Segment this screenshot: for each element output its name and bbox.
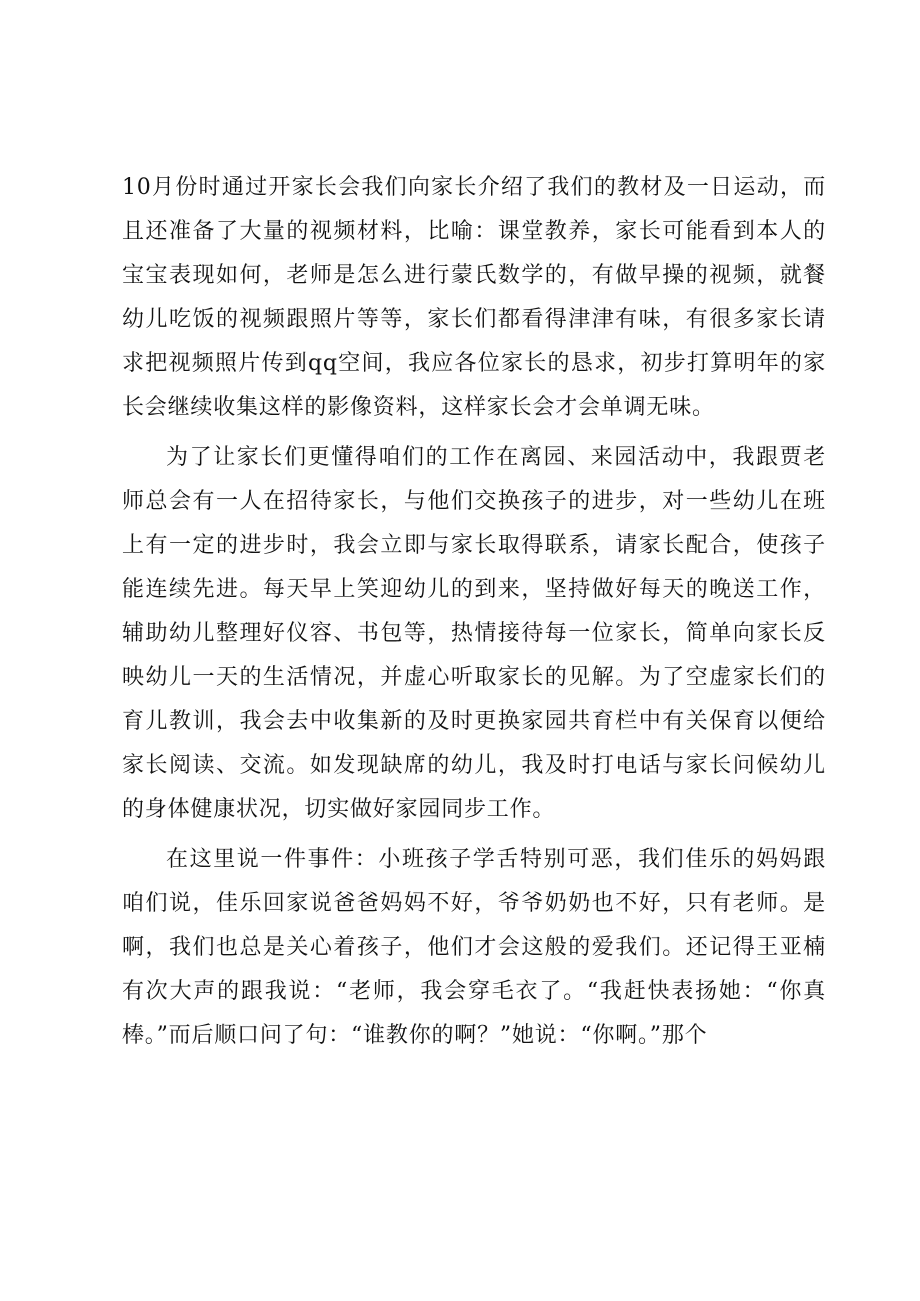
paragraph-2: 为了让家长们更懂得咱们的工作在离园、来园活动中，我跟贾老师总会有一人在招待家长，与他们交换孩子的进步，对一些幼儿在班上有一定的进步时，我会立即与家长取得联系，请家长配合，使孩子能连续先进。每天早上笑迎幼儿的到来，坚持做好每天的晚送工作，辅助幼儿整理好仪容、书包等，热情接待每一位家长，简单向家长反映幼儿一天的生活情况，并虚心听取家长的见解。为了空虚家长们的育儿教训，我会去中收集新的及时更换家园共育栏中有关保育以便给家长阅读、交流。如发现缺席的幼儿，我及时打电话与家长问候幼儿的身体健康状况，切实做好家园同步工作。 [122, 445, 826, 822]
body-text [122, 166, 826, 1064]
paragraph-1: 10月份时通过开家长会我们向家长介绍了我们的教材及一日运动，而且还准备了大量的视频材料，比喻：课堂教养，家长可能看到本人的宝宝表现如何，老师是怎么进行蒙氏数学的，有做早操的视频，就餐幼儿吃饭的视频跟照片等等，家长们都看得津津有味，有很多家长请求把视频照片传到qq空间，我应各位家长的恳求，初步打算明年的家长会继续收集这样的影像资料，这样家长会才会单调无味。 [122, 175, 826, 420]
paragraph-3: 在这里说一件事件：小班孩子学舌特别可恶，我们佳乐的妈妈跟咱们说，佳乐回家说爸爸妈妈不好，爷爷奶奶也不好，只有老师。是啊，我们也总是关心着孩子，他们才会这般的爱我们。还记得王亚楠有次大声的跟我说：“老师，我会穿毛衣了。“我赶快表扬她：“你真棒。”而后顺口问了句：“谁教你的啊？”她说：“你啊。”那个 [122, 847, 826, 1048]
